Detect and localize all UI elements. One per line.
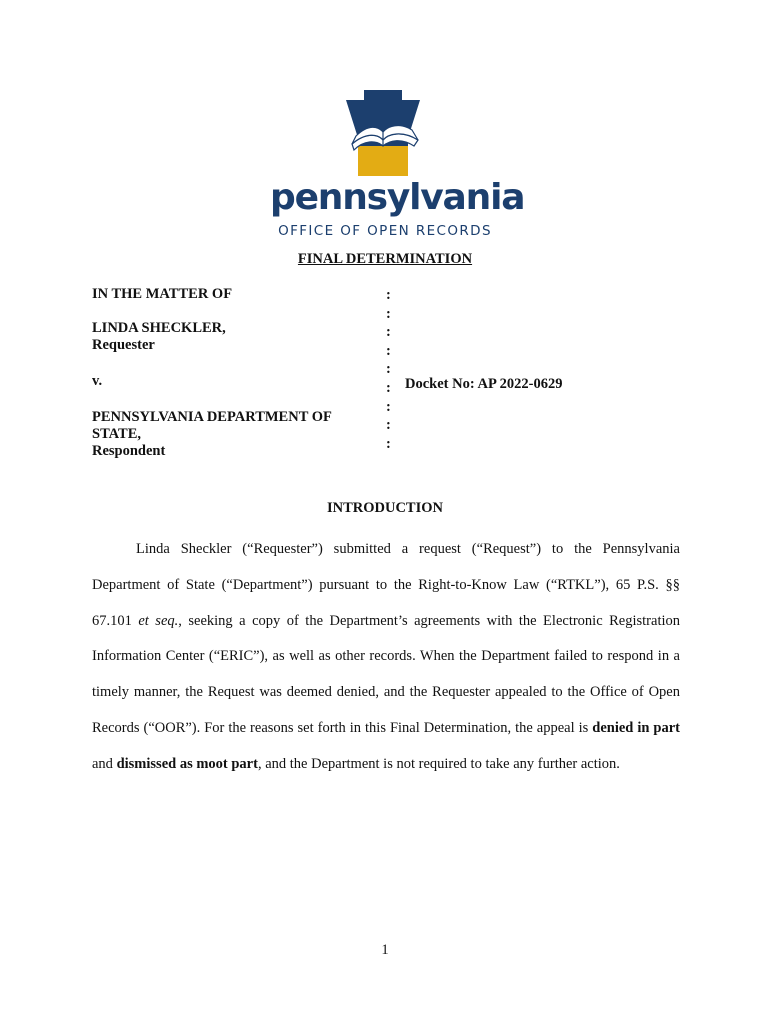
intro-text-3: and bbox=[92, 755, 117, 772]
colon: : bbox=[386, 342, 391, 359]
office-of-open-records-logo bbox=[270, 90, 525, 240]
caption-matter: IN THE MATTER OF bbox=[92, 286, 233, 302]
colon: : bbox=[386, 361, 391, 378]
intro-text-1: Linda Sheckler (“Requester”) submitted a request (“Request”) to the Pennsylvania Department of State (“Department”) pursuant to the Right-to-Know Law (“RTKL”), 65 P.S. §§ 67.101 bbox=[92, 541, 680, 629]
introduction-heading: INTRODUCTION bbox=[326, 500, 443, 516]
caption-colon-column bbox=[386, 286, 391, 453]
intro-text-2: , seeking a copy of the Department’s agreements with the Electronic Registration Information Center (“ERIC”), as well as other records. When the Department failed to respond in a timely manner, the Request was deemed denied, and the Requester appealed to the Office of Open Records (“OOR”). For the reasons set forth in this Final Determination, the appeal is bbox=[92, 612, 680, 736]
keystone-book-icon bbox=[346, 90, 420, 176]
document-title: FINAL DETERMINATION bbox=[297, 251, 473, 267]
introduction-paragraph bbox=[92, 532, 680, 783]
docket-number: Docket No: AP 2022-0629 bbox=[405, 376, 563, 392]
logo-wordmark: pennsylvania bbox=[270, 177, 525, 218]
case-caption bbox=[92, 286, 332, 460]
colon: : bbox=[386, 379, 391, 396]
intro-bold-2: dismissed as moot part bbox=[116, 755, 258, 772]
colon: : bbox=[386, 417, 391, 434]
caption-respondent-name-2: STATE, bbox=[92, 426, 142, 442]
caption-requester-name: LINDA SHECKLER, bbox=[92, 320, 226, 336]
caption-respondent-name-1: PENNSYLVANIA DEPARTMENT OF bbox=[92, 409, 332, 425]
colon: : bbox=[386, 287, 391, 303]
intro-bold-1: denied in part bbox=[592, 719, 680, 736]
intro-text-4: , and the Department is not required to take any further action. bbox=[257, 755, 620, 772]
colon: : bbox=[386, 305, 391, 322]
colon: : bbox=[386, 435, 391, 452]
caption-requester-role: Requester bbox=[92, 337, 155, 353]
logo-subtitle: OFFICE OF OPEN RECORDS bbox=[278, 223, 492, 239]
colon: : bbox=[386, 324, 391, 341]
caption-versus: v. bbox=[92, 373, 103, 389]
colon: : bbox=[386, 398, 391, 415]
page-number: 1 bbox=[381, 942, 389, 958]
caption-respondent-role: Respondent bbox=[92, 443, 166, 459]
intro-italic: et seq. bbox=[138, 612, 179, 629]
